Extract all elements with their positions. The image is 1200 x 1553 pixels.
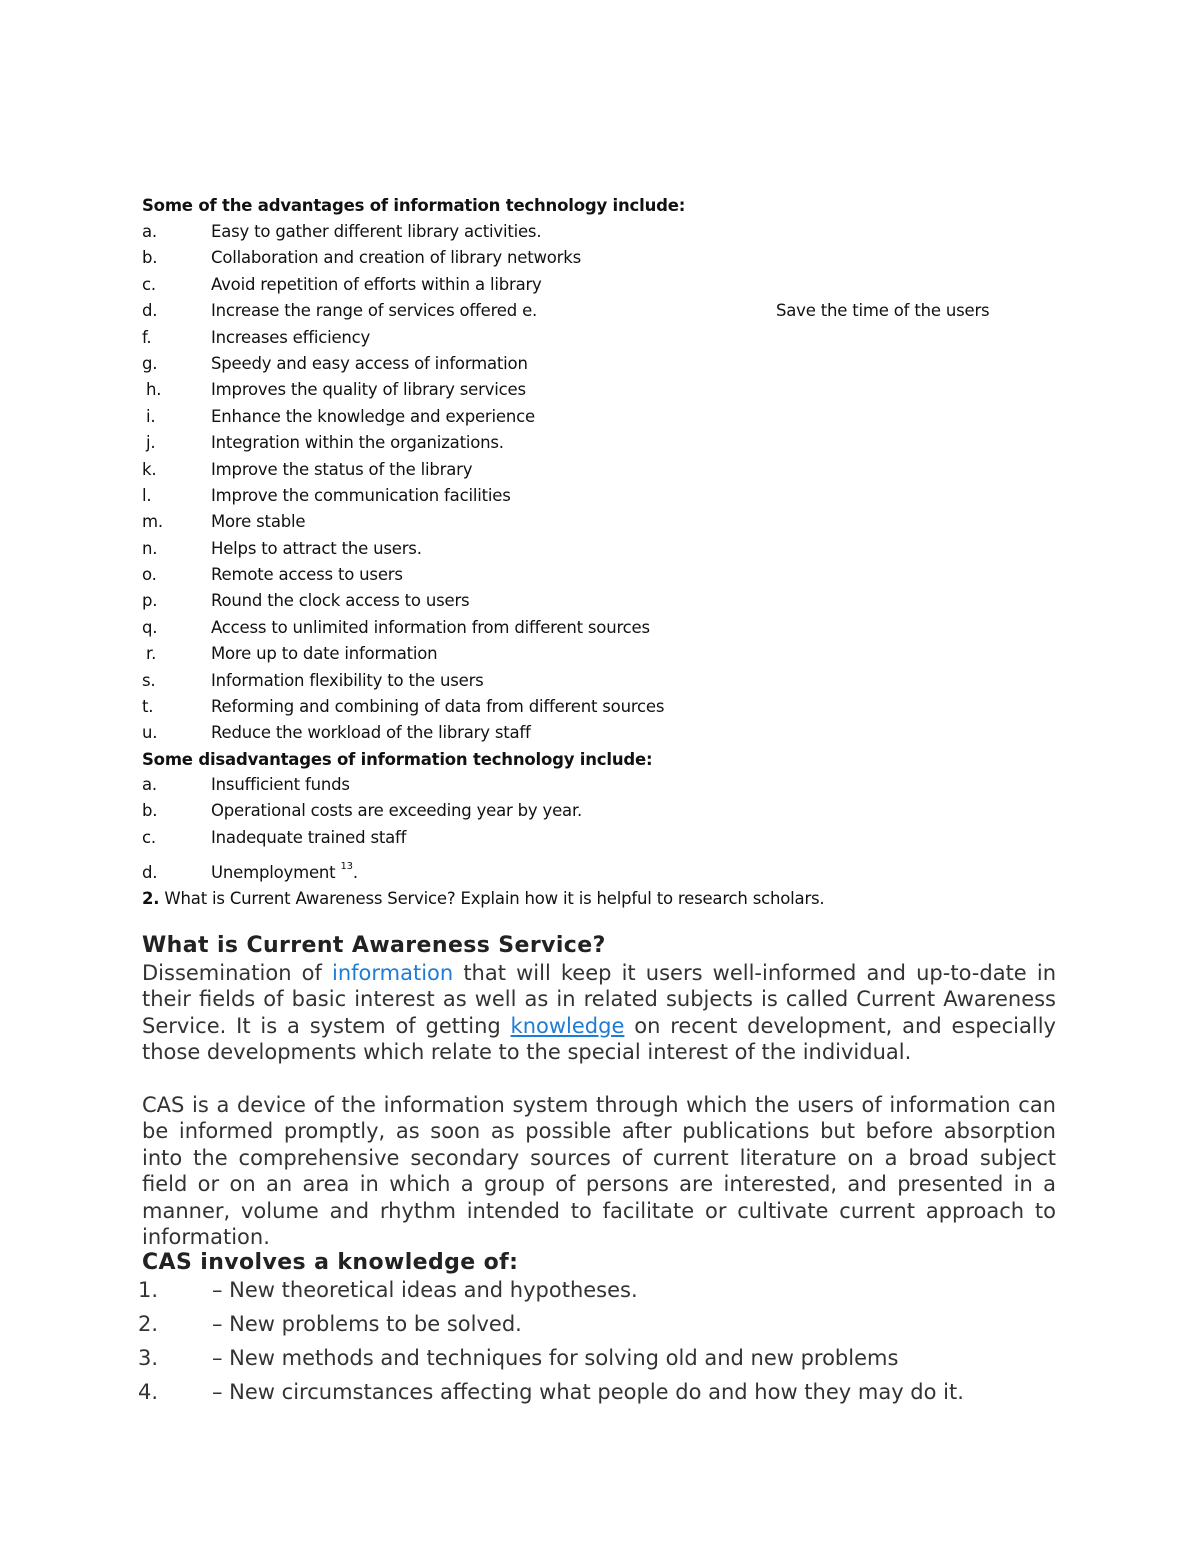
list-marker: l. <box>142 485 152 505</box>
list-marker: n. <box>142 538 158 558</box>
list-item-text: Operational costs are exceeding year by year. <box>211 801 583 821</box>
list-marker: f. <box>142 327 152 347</box>
list-item-text: Integration within the organizations. <box>211 433 504 453</box>
knowledge-link[interactable]: knowledge <box>510 1013 625 1038</box>
list-item <box>142 377 664 403</box>
list-item-text: Collaboration and creation of library networks <box>211 248 581 268</box>
list-item <box>142 430 664 456</box>
list-item-text: Insufficient funds <box>211 775 350 794</box>
list-item <box>138 1377 964 1411</box>
list-marker: q. <box>142 617 158 637</box>
list-marker: g. <box>142 353 158 373</box>
list-item <box>142 509 664 535</box>
list-item <box>142 219 664 245</box>
list-item-text: Round the clock access to users <box>211 591 470 611</box>
list-marker: k. <box>142 459 157 479</box>
list-item <box>142 825 582 851</box>
list-item-text: Improve the status of the library <box>211 459 473 479</box>
list-marker: b. <box>142 801 158 821</box>
footnote-number: 13 <box>340 861 353 873</box>
list-item-suffix: . <box>352 863 358 883</box>
list-marker: j. <box>146 433 156 453</box>
list-item <box>142 668 664 694</box>
disadvantages-heading: Some disadvantages of information technology include: <box>142 750 653 769</box>
list-item <box>142 404 664 430</box>
list-item <box>138 1309 964 1343</box>
list-marker: 1. <box>138 1278 159 1302</box>
list-marker: a. <box>142 775 157 794</box>
paragraph-text: Dissemination of <box>142 961 332 985</box>
paragraph-text: on recent development, and especially those developments which relate to the special interest of the individual. <box>142 1013 1056 1065</box>
list-item <box>142 798 582 824</box>
list-item-text: More stable <box>211 512 306 532</box>
list-marker: 2. <box>138 1312 159 1336</box>
list-item-extra-text: Save the time of the users <box>776 301 990 321</box>
information-link[interactable]: information <box>332 961 454 985</box>
list-item-text: Improve the communication facilities <box>211 485 511 505</box>
list-item <box>142 272 664 298</box>
list-item <box>142 720 664 746</box>
list-item-text: Access to unlimited information from different sources <box>211 617 650 637</box>
list-marker: p. <box>142 591 158 611</box>
list-marker: h. <box>146 380 162 400</box>
list-item-text: Helps to attract the users. <box>211 538 422 558</box>
list-marker: u. <box>142 723 158 743</box>
list-marker: c. <box>142 274 156 294</box>
list-item-text: – New methods and techniques for solving old and new problems <box>212 1346 899 1370</box>
knowledge-list <box>138 1275 964 1411</box>
advantages-list <box>142 219 990 747</box>
list-item <box>138 1275 964 1309</box>
list-item <box>142 298 990 324</box>
section-title: What is Current Awareness Service? <box>142 933 606 958</box>
list-item-text: Inadequate trained staff <box>211 827 407 847</box>
list-item-text: Unemployment <box>211 863 341 883</box>
question-number: 2. <box>142 889 160 908</box>
list-item <box>142 851 582 885</box>
list-item <box>142 483 664 509</box>
list-marker: 3. <box>138 1346 159 1370</box>
paragraph-text: that will keep it users well-informed and up-to-date in their fields of basic interest as well as in related subjects is called Current Awareness Service. It is a system of getting <box>142 961 1056 1038</box>
list-item <box>142 536 664 562</box>
list-marker: c. <box>142 827 156 847</box>
list-marker: d. <box>142 863 158 883</box>
list-item <box>142 588 664 614</box>
list-item <box>142 772 582 798</box>
disadvantages-list <box>142 772 582 885</box>
list-item <box>142 615 664 641</box>
knowledge-heading: CAS involves a knowledge of: <box>142 1250 519 1275</box>
list-item-text: – New circumstances affecting what people do and how they may do it. <box>212 1380 964 1404</box>
list-marker: r. <box>146 644 157 664</box>
list-marker: i. <box>146 406 156 426</box>
list-item <box>138 1343 964 1377</box>
question-line <box>142 887 824 911</box>
list-item-text: Reduce the workload of the library staff <box>211 723 531 743</box>
question-text: What is Current Awareness Service? Explain how it is helpful to research scholars. <box>164 889 825 908</box>
list-item-text: – New problems to be solved. <box>212 1312 522 1336</box>
cas-device-paragraph: CAS is a device of the information system through which the users of information can be informed promptly, as soon as possible after publications but before absorption into the comprehensive secondary sources of current literature on a broad subject field or on an area in which a group of persons are interested, and presented in a manner, volume and rhythm intended to facilitate or cultivate current approach to information. <box>142 1093 1056 1250</box>
list-item-text: Increase the range of services offered e. <box>211 301 538 321</box>
list-item-text: Improves the quality of library services <box>211 380 526 400</box>
list-item <box>142 694 664 720</box>
list-marker: t. <box>142 697 154 717</box>
list-marker: a. <box>142 222 157 241</box>
list-marker: b. <box>142 248 158 268</box>
list-item <box>142 641 664 667</box>
list-item <box>142 351 664 377</box>
list-item-text: Information flexibility to the users <box>211 670 484 690</box>
list-item-text: More up to date information <box>211 644 438 664</box>
list-item-text: Easy to gather different library activities. <box>211 222 542 241</box>
list-marker: d. <box>142 301 158 321</box>
list-item <box>142 457 664 483</box>
list-item <box>142 325 664 351</box>
list-item <box>142 562 664 588</box>
list-marker: m. <box>142 512 163 532</box>
list-item-text: Reforming and combining of data from different sources <box>211 697 665 717</box>
list-item-text: Increases efficiency <box>211 327 371 347</box>
list-item-text: Avoid repetition of efforts within a library <box>211 274 542 294</box>
list-marker: 4. <box>138 1380 159 1404</box>
cas-definition-paragraph <box>142 960 1056 1066</box>
list-item-text: Enhance the knowledge and experience <box>211 406 535 426</box>
list-marker: s. <box>142 670 156 690</box>
list-item-text: – New theoretical ideas and hypotheses. <box>212 1278 638 1302</box>
list-item-text: Speedy and easy access of information <box>211 353 528 373</box>
list-item-text: Remote access to users <box>211 565 403 585</box>
list-marker: o. <box>142 565 157 585</box>
list-item <box>142 245 664 271</box>
advantages-heading: Some of the advantages of information technology include: <box>142 196 686 215</box>
